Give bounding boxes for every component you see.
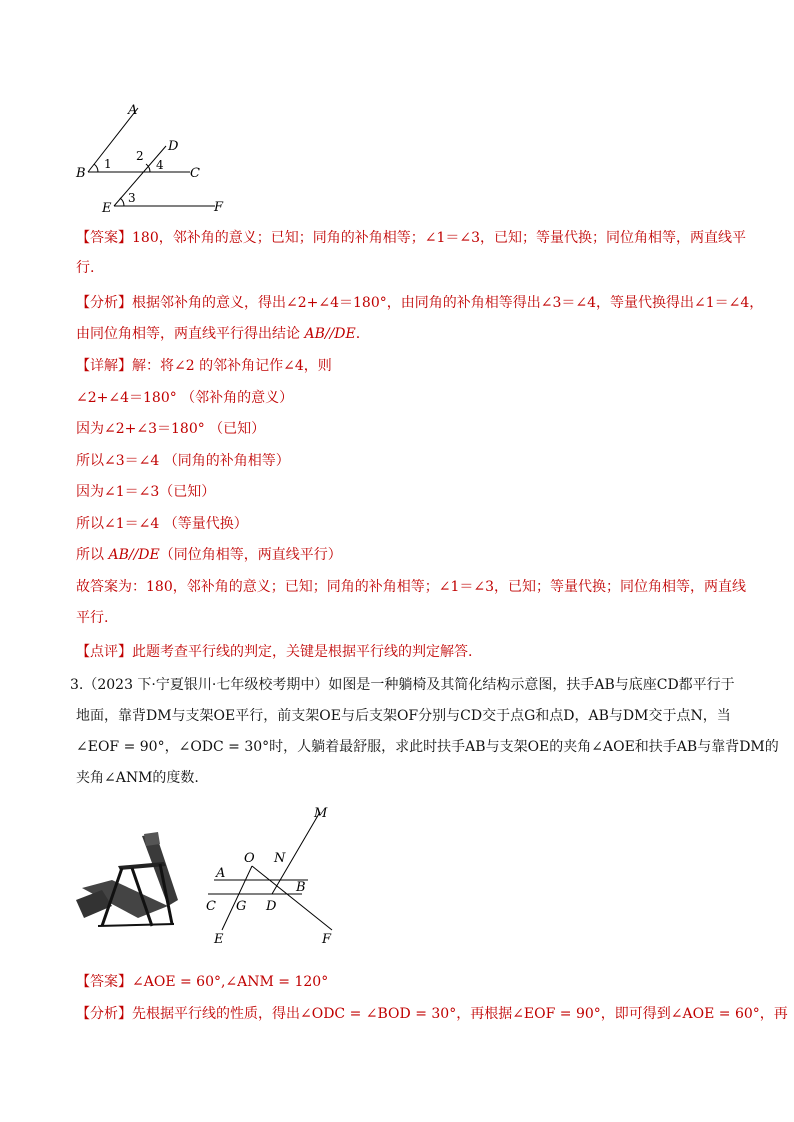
detail-step-6-reason: （同位角相等，两直线平行） bbox=[159, 547, 342, 563]
detail-step-5: 所以∠1＝∠4 （等量代换） bbox=[76, 516, 248, 532]
label-angle-4: 4 bbox=[156, 158, 164, 172]
detail-tag: 【详解】 bbox=[76, 358, 132, 374]
label2-M: M bbox=[314, 806, 328, 821]
detail-step-6-math: AB//DE bbox=[108, 547, 160, 563]
analysis-3 bbox=[76, 1004, 788, 1024]
label-C: C bbox=[190, 166, 200, 181]
label-D: D bbox=[168, 139, 179, 154]
answer-1-line-1 bbox=[76, 228, 746, 248]
problem-3-line-3: ∠EOF = 90°，∠ODC = 30°时，人躺着最舒服，求此时扶手AB与支架OE的夹角∠AOE和扶手AB与靠背DM的 bbox=[76, 739, 779, 755]
label-angle-3: 3 bbox=[128, 191, 136, 205]
answer-1-text: 180，邻补角的意义；已知；同角的补角相等；∠1＝∠3，已知；等量代换；同位角相等，两直线平 bbox=[132, 230, 746, 246]
analysis-tag: 【分析】 bbox=[76, 295, 132, 311]
lounge-chair-image bbox=[72, 826, 182, 936]
problem-3-line-4: 夹角∠ANM的度数. bbox=[76, 770, 199, 786]
detail-step-3: 所以∠3＝∠4 （同角的补角相等） bbox=[76, 453, 290, 469]
label2-A: A bbox=[216, 866, 226, 881]
detail-step-2: 因为∠2+∠3＝180° （已知） bbox=[76, 421, 266, 437]
answer-3-text: ∠AOE = 60°,∠ANM = 120° bbox=[132, 974, 329, 990]
label2-C: C bbox=[206, 899, 216, 914]
detail-conclusion-1: 故答案为：180，邻补角的意义；已知；同角的补角相等；∠1＝∠3，已知；等量代换；同位角相等，两直线 bbox=[76, 579, 746, 595]
label2-E: E bbox=[214, 932, 224, 947]
detail-step-6-pre: 所以 bbox=[76, 547, 109, 563]
comment-tag: 【点评】 bbox=[76, 644, 132, 660]
label-B: B bbox=[76, 166, 86, 181]
label-angle-2: 2 bbox=[136, 149, 144, 163]
comment-1-text: 此题考查平行线的判定，关键是根据平行线的判定解答. bbox=[132, 644, 473, 660]
answer-1-line-2: 行. bbox=[76, 260, 95, 276]
label2-B: B bbox=[296, 880, 306, 895]
figure-chair-structure bbox=[200, 800, 350, 950]
comment-1 bbox=[76, 642, 726, 662]
detail-1-intro-text: 解：将∠2 的邻补角记作∠4，则 bbox=[132, 358, 332, 374]
analysis-1-line-1 bbox=[76, 293, 764, 313]
label-F: F bbox=[214, 200, 224, 215]
detail-step-1: ∠2+∠4＝180° （邻补角的意义） bbox=[76, 390, 294, 406]
analysis-1-math: AB//DE bbox=[304, 326, 356, 342]
problem-3-line-1: 3.（2023 下·宁夏银川·七年级校考期中）如图是一种躺椅及其简化结构示意图，扶手AB与底座CD都平行于 bbox=[70, 677, 735, 693]
detail-step-6 bbox=[76, 545, 726, 565]
label2-G: G bbox=[236, 899, 247, 914]
detail-conclusion-2: 平行. bbox=[76, 610, 109, 626]
analysis-1-text: 根据邻补角的意义，得出∠2+∠4＝180°，由同角的补角相等得出∠3＝∠4，等量代换得出∠1＝∠4， bbox=[132, 295, 764, 311]
label-A: A bbox=[128, 103, 138, 118]
answer-3 bbox=[76, 972, 726, 992]
analysis-1-period: . bbox=[355, 326, 361, 342]
analysis-1-line-2 bbox=[76, 324, 726, 344]
detail-1-intro bbox=[76, 356, 726, 376]
label2-O: O bbox=[244, 851, 255, 866]
problem-3-line-2: 地面，靠背DM与支架OE平行，前支架OE与后支架OF分别与CD交于点G和点D，AB与DM交于点N，当 bbox=[76, 708, 731, 724]
analysis-3-tag: 【分析】 bbox=[76, 1006, 132, 1022]
figure-parallel-lines bbox=[70, 100, 240, 220]
label-E: E bbox=[102, 201, 112, 216]
answer-3-tag: 【答案】 bbox=[76, 974, 132, 990]
answer-tag: 【答案】 bbox=[76, 230, 132, 246]
label-angle-1: 1 bbox=[104, 157, 112, 171]
analysis-1-text-2: 由同位角相等，两直线平行得出结论 bbox=[76, 326, 305, 342]
label2-F: F bbox=[322, 932, 332, 947]
label2-N: N bbox=[274, 851, 286, 866]
label2-D: D bbox=[266, 899, 277, 914]
analysis-3-text: 先根据平行线的性质，得出∠ODC = ∠BOD = 30°，再根据∠EOF = 90°，即可得到∠AOE = 60°，再 bbox=[132, 1006, 788, 1022]
detail-step-4: 因为∠1＝∠3（已知） bbox=[76, 484, 216, 500]
